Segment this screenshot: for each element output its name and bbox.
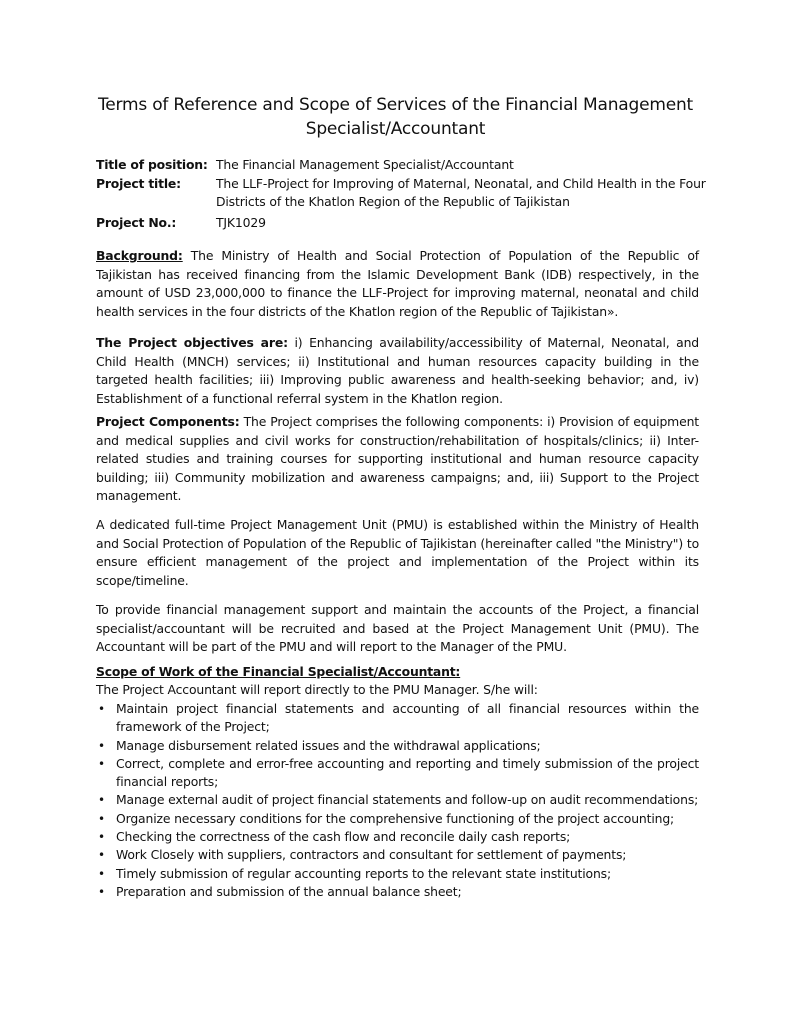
background-lead: Background: — [96, 248, 183, 263]
list-item: • Manage disbursement related issues and the withdrawal applications; — [96, 737, 699, 755]
components-paragraph — [96, 413, 699, 506]
position-row — [96, 156, 716, 175]
scope-intro: The Project Accountant will report directly to the PMU Manager. S/he will: — [96, 682, 538, 697]
list-item: • Checking the correctness of the cash flow and reconcile daily cash reports; — [96, 828, 699, 846]
objectives-text: i) Enhancing availability/accessibility of Maternal, Neonatal, and Child Health (MNCH) services; ii) Institutional and human resources capacity building in the targeted health facilities; iii) Improving public awareness and health-seeking behavior; and, iv) Establishment of a functional referral system in the Khatlon region. — [96, 335, 699, 406]
objectives-paragraph — [96, 334, 699, 408]
support-paragraph: To provide financial management support and maintain the accounts of the Project, a financial specialist/accountant will be recruited and based at the Project Management Unit (PMU). The Accountant will be part of the PMU and will report to the Manager of the PMU. — [96, 602, 699, 655]
project-no-value: TJK1029 — [216, 214, 266, 230]
scope-list — [96, 700, 699, 901]
components-lead: Project Components: — [96, 414, 240, 429]
document-title: Terms of Reference and Scope of Services of the Financial Management Specialist/Accountant — [97, 95, 694, 139]
list-item: • Timely submission of regular accounting reports to the relevant state institutions; — [96, 865, 699, 883]
list-item: • Preparation and submission of the annual balance sheet; — [96, 883, 699, 901]
list-item: • Maintain project financial statements and accounting of all financial resources within the framework of the Project; — [96, 700, 699, 737]
background-text: The Ministry of Health and Social Protection of Population of the Republic of Tajikistan has received financing from the Islamic Development Bank (IDB) respectively, in the amount of USD 23,000,000 to finance the LLF-Project for improving maternal, neonatal and child health services in the four districts of the Khatlon region of the Republic of Tajikistan». — [96, 248, 699, 319]
project-title-value: The LLF-Project for Improving of Maternal, Neonatal, and Child Health in the Four Districts of the Khatlon Region of the Republic of Tajikistan — [216, 175, 706, 209]
project-title-row — [96, 175, 716, 212]
project-no-label: Project No.: — [96, 214, 177, 230]
project-no-row — [96, 214, 716, 233]
list-item: • Organize necessary conditions for the comprehensive functioning of the project accounting; — [96, 810, 699, 828]
position-details — [96, 156, 716, 232]
list-item: • Work Closely with suppliers, contractors and consultant for settlement of payments; — [96, 846, 699, 864]
objectives-lead: The Project objectives are: — [96, 335, 288, 350]
project-title-label: Project title: — [96, 175, 181, 191]
components-text: The Project comprises the following components: i) Provision of equipment and medical supplies and civil works for construction/rehabilitation of hospitals/clinics; ii) Inter-related studies and training courses for supporting institutional and human resource capacity building; iii) Community mobilization and awareness campaigns; and, iii) Support to the Project management. — [96, 414, 699, 504]
position-label: Title of position: — [96, 157, 208, 172]
position-value: The Financial Management Specialist/Accountant — [216, 157, 514, 172]
list-item: • Manage external audit of project financial statements and follow-up on audit recommendations; — [96, 791, 699, 809]
scope-heading: Scope of Work of the Financial Specialist/Accountant: — [96, 664, 461, 679]
list-item: • Correct, complete and error-free accounting and reporting and timely submission of the project financial reports; — [96, 755, 699, 792]
background-paragraph — [96, 247, 699, 321]
pmu-paragraph: A dedicated full-time Project Management Unit (PMU) is established within the Ministry of Health and Social Protection of Population of the Republic of Tajikistan (hereinafter called "the Ministry") to ensure efficient management of the project and implementation of the Project within its scope/timeline. — [96, 517, 699, 588]
